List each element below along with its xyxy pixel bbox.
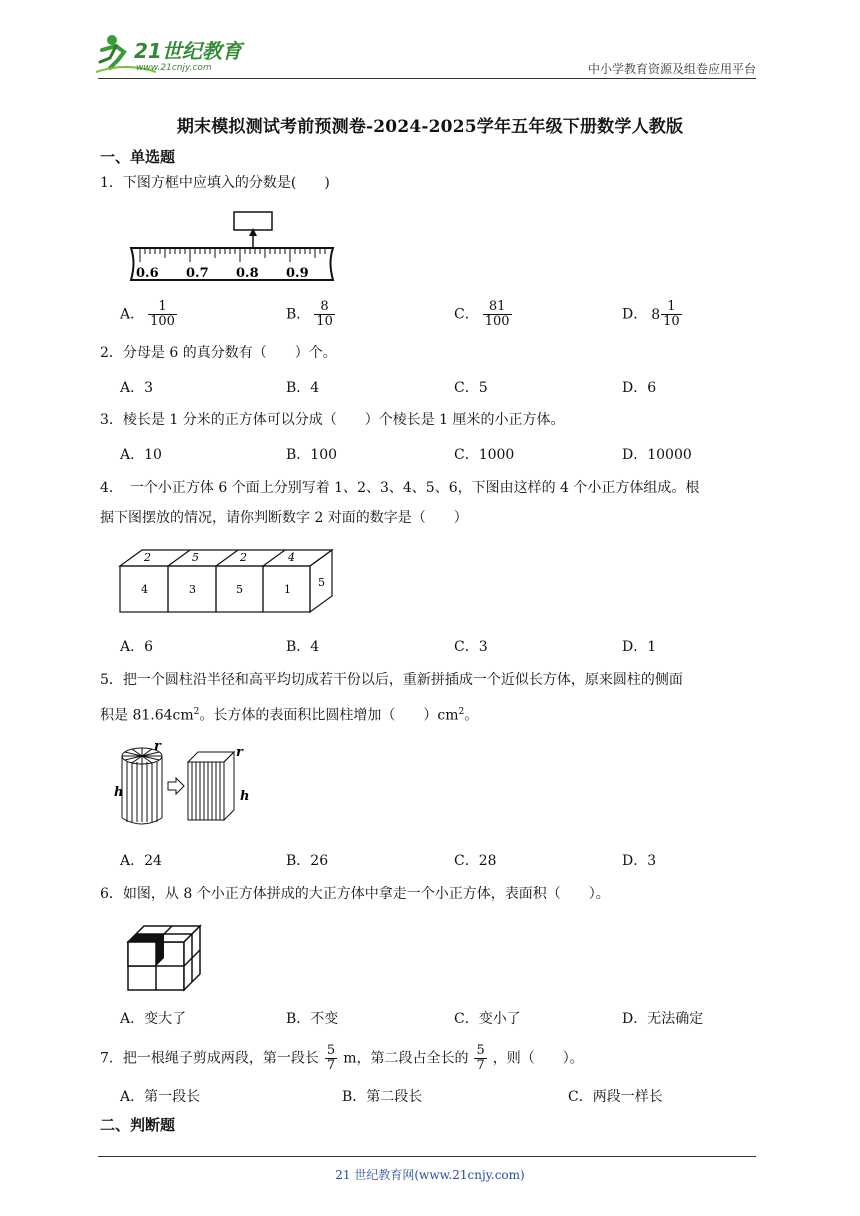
cube-front-number-1: 4 [141,583,148,596]
question-1-option-a[interactable] [120,300,177,329]
cube-side-number: 5 [318,576,325,589]
cube-front-number-2: 3 [189,583,196,596]
fraction-numerator: 5 [326,1043,336,1058]
question-1-option-b[interactable] [286,300,335,329]
fraction-numerator: 1 [158,299,167,314]
footer-divider [98,1156,756,1157]
cube-top-number-1: 2 [144,551,151,564]
page-title: 期末模拟测试考前预测卷-2024-2025学年五年级下册数学人教版 [176,117,684,137]
ruler-label-1: 0.7 [186,266,209,281]
question-7-option-a[interactable]: A．第一段长 [120,1089,201,1105]
cylinder-to-cuboid-figure [114,742,264,828]
fraction-denominator: 7 [326,1058,336,1073]
question-2-stem: 2．分母是 6 的真分数有（ ）个。 [100,345,337,361]
option-label: C． [454,306,479,323]
ruler-label-2: 0.8 [236,266,259,281]
question-7-option-b[interactable]: B．第二段长 [342,1089,423,1105]
stem-text: 。长方体的表面积比圆柱增加（ ）cm [199,707,459,724]
stem-text: 积是 81.64cm [100,707,194,724]
question-2-option-a[interactable]: A．3 [120,380,154,396]
fraction-numerator: 81 [488,299,506,314]
question-5-option-a[interactable]: A．24 [120,853,162,869]
cube-missing-piece-figure [124,922,202,992]
stem-text: ，则（ ）。 [492,1050,584,1067]
question-7-stem [100,1044,584,1073]
question-1-option-d[interactable] [622,300,682,329]
site-logo [96,32,266,76]
cube-top-number-3: 2 [240,551,247,564]
cube-front-number-4: 1 [284,583,291,596]
question-6-option-d[interactable]: D．无法确定 [622,1011,704,1027]
cube-top-number-2: 5 [192,551,199,564]
answer-box [234,212,272,230]
question-2-option-c[interactable]: C．5 [454,380,488,396]
question-4-option-c[interactable]: C．3 [454,639,488,655]
question-5-stem-line-2 [100,702,478,726]
stem-text: m，第二段占全长的 [343,1050,469,1067]
fraction [474,1044,486,1073]
question-4-stem-line-1: 4． 一个小正方体 6 个面上分别写着 1、2、3、4、5、6，下图由这样的 4 个小正方体组成。根 [100,480,700,496]
question-2-option-d[interactable]: D．6 [622,380,657,396]
question-7-option-c[interactable]: C．两段一样长 [568,1089,663,1105]
question-1-option-c[interactable] [454,300,512,329]
question-4-option-b[interactable]: B．4 [286,639,320,655]
footer-text: 21 世纪教育网(www.21cnjy.com) [335,1168,525,1182]
option-label: D． [622,306,648,323]
header-platform-text: 中小学教育资源及组卷应用平台 [587,62,756,76]
section-heading-true-false: 二、判断题 [100,1116,176,1134]
mixed-number-integer: 8 [651,306,661,323]
question-3-option-c[interactable]: C．1000 [454,447,515,463]
fraction [483,300,512,329]
question-3-stem: 3．棱长是 1 分米的正方体可以分成（ ）个棱长是 1 厘米的小正方体。 [100,412,565,428]
fraction-numerator: 8 [320,299,329,314]
fraction [314,300,335,329]
question-5-option-c[interactable]: C．28 [454,853,497,869]
option-label: A． [120,306,145,323]
question-3-option-d[interactable]: D．10000 [622,447,692,463]
cubes-figure [118,546,336,614]
stem-text: 7．把一根绳子剪成两段，第一段长 [100,1050,319,1067]
fraction-numerator: 1 [667,299,676,314]
ruler-figure [128,210,338,284]
header-divider [98,78,756,79]
stem-text: 。 [464,707,479,724]
question-6-option-a[interactable]: A．变大了 [120,1011,187,1027]
question-5-stem-line-1: 5．把一个圆柱沿半径和高平均切成若干份以后，重新拼插成一个近似长方体，原来圆柱的侧面 [100,672,683,688]
superscript: 2 [193,707,200,717]
ruler-label-3: 0.9 [286,266,309,281]
question-3-option-a[interactable]: A．10 [120,447,162,463]
fraction-numerator: 5 [476,1043,485,1058]
cube-front-number-3: 5 [236,583,243,596]
question-4-stem-line-2: 据下图摆放的情况，请你判断数字 2 对面的数字是（ ） [100,510,468,526]
fraction [148,300,177,329]
fraction [661,300,682,329]
fraction-denominator: 100 [484,314,510,329]
fraction-denominator: 10 [663,314,680,329]
cube-top-number-4: 4 [288,551,295,564]
fraction-denominator: 10 [316,314,333,329]
logo-text: 21世纪教育 [134,39,242,63]
cuboid-height-label: h [240,789,250,804]
fraction-denominator: 7 [476,1058,485,1073]
question-4-option-d[interactable]: D．1 [622,639,657,655]
cylinder-radius-label: r [154,742,161,754]
fraction-denominator: 100 [150,314,175,329]
cylinder-height-label: h [114,785,124,800]
fraction [325,1044,337,1073]
cuboid-radius-label: r [236,745,243,760]
option-label: B． [286,306,311,323]
question-4-option-a[interactable]: A．6 [120,639,154,655]
question-2-option-b[interactable]: B．4 [286,380,320,396]
section-heading-single-choice: 一、单选题 [100,148,176,166]
question-6-stem: 6．如图，从 8 个小正方体拼成的大正方体中拿走一个小正方体，表面积（ ）。 [100,886,610,902]
logo-subtext: www.21cnjy.com [136,63,212,73]
question-6-option-b[interactable]: B．不变 [286,1011,339,1027]
question-5-option-b[interactable]: B．26 [286,853,329,869]
superscript: 2 [458,707,465,717]
question-6-option-c[interactable]: C．变小了 [454,1011,521,1027]
question-5-option-d[interactable]: D．3 [622,853,657,869]
question-3-option-b[interactable]: B．100 [286,447,338,463]
ruler-label-0: 0.6 [136,266,159,281]
question-1-stem: 1．下图方框中应填入的分数是( ) [100,175,330,191]
